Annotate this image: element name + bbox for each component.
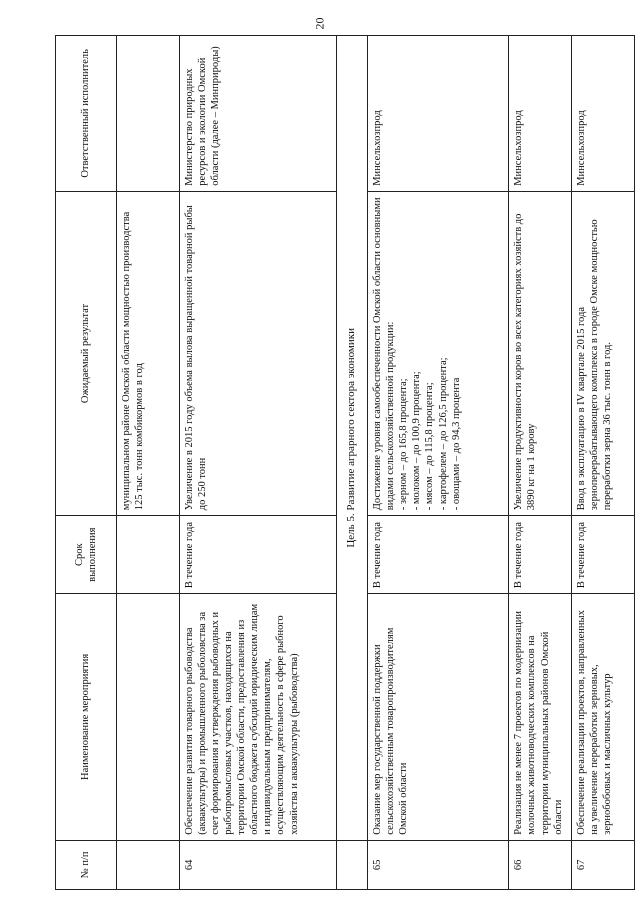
- row-term: В течение года: [179, 516, 336, 594]
- table-row: [367, 36, 508, 890]
- row-name: Оказание мер государственной поддержки сельскохозяйственным товаропроизводителям Омской области: [367, 594, 508, 841]
- header-num: № п/п: [56, 840, 117, 889]
- header-term: Срок выполнения: [56, 516, 117, 594]
- row-name: Обеспечение развития товарного рыбоводства (аквакультуры) и промышленного рыболовства за счет формирования и утверждения рыбоводных и рыбопромысловых участков, находящихся на территории Омской области, предоставления из областного бюджета субсидий юридическим лицам и индивидуальным предпринимателям, осуществляющим деятельность в сфере рыбного хозяйства и аквакультуры (рыбоводства): [179, 594, 336, 841]
- table-row: [509, 36, 572, 890]
- header-result: Ожидаемый результат: [56, 191, 117, 515]
- row-result: Увеличение продуктивности коров во всех категориях хозяйств до 3890 кг на 1 корову: [509, 191, 572, 515]
- row-name: Обеспечение реализации проектов, направленных на увеличение переработки зерновых, зернобобовых и масличных культур: [572, 594, 635, 841]
- table-header-row: [56, 36, 117, 890]
- row-result: Ввод в эксплуатацию в IV квартале 2015 года зерноперерабатывающего комплекса в городе Омске мощностью переработки зерна 36 тыс. тонн в год.: [572, 191, 635, 515]
- result-line: - мясом – до 115,8 процента;: [424, 382, 436, 511]
- header-name: Наименование мероприятия: [56, 594, 117, 841]
- goal-title: Цель 5. Развитие аграрного сектора экономики: [336, 36, 367, 841]
- row-responsible: Минсельхозпрод: [509, 36, 572, 192]
- rotated-table-container: [55, 35, 635, 890]
- table-row: [572, 36, 635, 890]
- row-responsible: Министерство природных ресурсов и экологии Омской области (далее – Минприроды): [179, 36, 336, 192]
- result-line: - молоком – до 100,9 процента;: [411, 371, 423, 511]
- table-row: [179, 36, 336, 890]
- row-term: В течение года: [509, 516, 572, 594]
- row-responsible: Минсельхозпрод: [367, 36, 508, 192]
- row-result: [367, 191, 508, 515]
- goal-row: [336, 36, 367, 890]
- result-line: - зерном – до 165,8 процента;: [398, 378, 410, 511]
- result-line: - овощами – до 94,3 процента: [450, 377, 462, 511]
- row-num: 67: [572, 840, 635, 889]
- row-responsible: Минсельхозпрод: [572, 36, 635, 192]
- result-line: - картофелем – до 126,5 процента;: [437, 357, 449, 511]
- result-line: Достижение уровня самообеспеченности Омской области основными видами сельскохозяйственной продукции:: [371, 197, 397, 511]
- row-result: Увеличение в 2015 году объема вылова выращенной товарной рыбы до 250 тонн: [179, 191, 336, 515]
- row-name: Реализация не менее 7 проектов по модернизации молочных животноводческих комплексов на территории муниципальных районов Омской области: [509, 594, 572, 841]
- row-term: В течение года: [367, 516, 508, 594]
- row-term: В течение года: [572, 516, 635, 594]
- continuation-row: [116, 36, 179, 890]
- row-num: 64: [179, 840, 336, 889]
- header-responsible: Ответственный исполнитель: [56, 36, 117, 192]
- page-number: 20: [312, 17, 327, 30]
- continuation-result: муниципальном районе Омской области мощностью производства 125 тыс. тонн комбикормов в год: [116, 191, 179, 515]
- row-num: 66: [509, 840, 572, 889]
- row-num: 65: [367, 840, 508, 889]
- measures-table: [55, 35, 635, 890]
